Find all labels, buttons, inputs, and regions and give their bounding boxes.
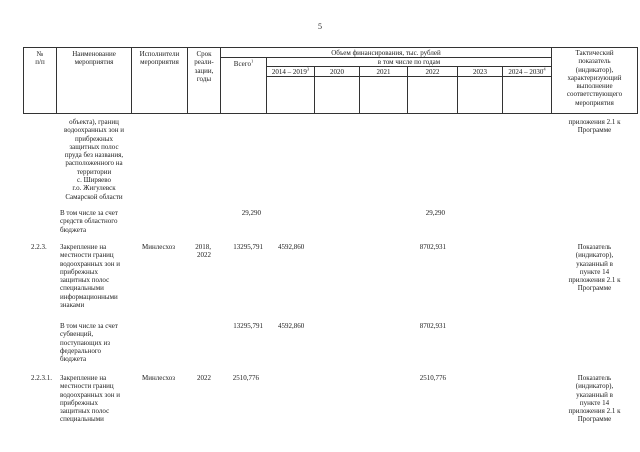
row3-2022: 8702,931: [419, 322, 446, 330]
table-border-top: [23, 47, 638, 48]
row4-number: 2.2.3.1.: [31, 374, 52, 382]
row1-2022: 29,290: [425, 209, 445, 217]
col-border-12: [637, 47, 638, 114]
header-year-2023: 2023: [473, 68, 487, 76]
header-year-2021: 2021: [376, 68, 391, 76]
row4-indicator: Показатель (индикатор), указанный в пункте 14 приложения 2.1 к Программе: [568, 374, 621, 424]
table-header-bottom: [23, 113, 638, 114]
row4-term: 2022: [197, 374, 211, 382]
header-executors: Исполнители мероприятия: [139, 50, 180, 67]
row2-total: 13295,791: [233, 243, 263, 251]
header-num: № п/п: [35, 50, 45, 67]
row3-name: В том числе за счет субвенций, поступающих из федерального бюджета: [60, 322, 118, 364]
header-funding: Объем финансирования, тыс. рублей: [331, 49, 441, 57]
header-year-2014-2019-note: 3: [306, 66, 310, 72]
header-total-label: Всего: [233, 60, 251, 68]
header-by-years: в том числе по годам: [377, 58, 441, 66]
row1-total: 29,290: [241, 209, 261, 217]
row3-total: 13295,791: [233, 322, 263, 330]
row4-name: Закрепление на местности границ водоохранных зон и прибрежных защитных полос специальными: [60, 374, 120, 424]
row2-number: 2.2.3.: [31, 243, 47, 251]
row4-2022: 2510,776: [419, 374, 446, 382]
row2-term: 2018, 2022: [195, 243, 211, 260]
row0-indicator: приложения 2.1 к Программе: [568, 118, 621, 135]
row1-name: В том числе за счет средств областного бюджета: [60, 209, 118, 234]
row2-executor: Минлесхоз: [142, 243, 176, 251]
header-year-2024-2030-label: 2024 – 2030: [508, 68, 544, 76]
row0-name: объекта), границ водоохранных зон и прибрежных защитных полос пруда без названия, расположенного на территории с. Ширяево г.о. Жигулевск Самарской области: [64, 118, 124, 201]
header-year-2014-2019-label: 2014 – 2019: [271, 68, 307, 76]
row4-total: 2510,776: [232, 374, 259, 382]
page-number: 5: [318, 22, 322, 31]
header-total: [221, 60, 266, 68]
row2-indicator: Показатель (индикатор), указанный в пункте 14 приложения 2.1 к Программе: [568, 243, 621, 293]
row2-name: Закрепление на местности границ водоохранных зон и прибрежных защитных полос специальными информационными знаками: [60, 243, 120, 310]
header-total-note: 1: [250, 58, 254, 64]
row2-2022: 8702,931: [419, 243, 446, 251]
header-indicator: Тактический показатель (индикатор), характеризующий выполнение соответствующего мероприятия: [566, 49, 623, 107]
row3-2014-2019: 4592,860: [278, 322, 305, 330]
header-year-2024-2030: [503, 68, 551, 76]
header-name: Наименование мероприятия: [72, 50, 116, 67]
row4-executor: Минлесхоз: [142, 374, 176, 382]
header-year-2024-2030-note: 4: [543, 66, 546, 72]
header-year-2022: 2022: [425, 68, 440, 76]
header-term: Срок реали- зации, годы: [194, 50, 214, 83]
row2-2014-2019: 4592,860: [278, 243, 305, 251]
header-year-2014-2019: [267, 68, 314, 76]
header-year-2020: 2020: [330, 68, 344, 76]
